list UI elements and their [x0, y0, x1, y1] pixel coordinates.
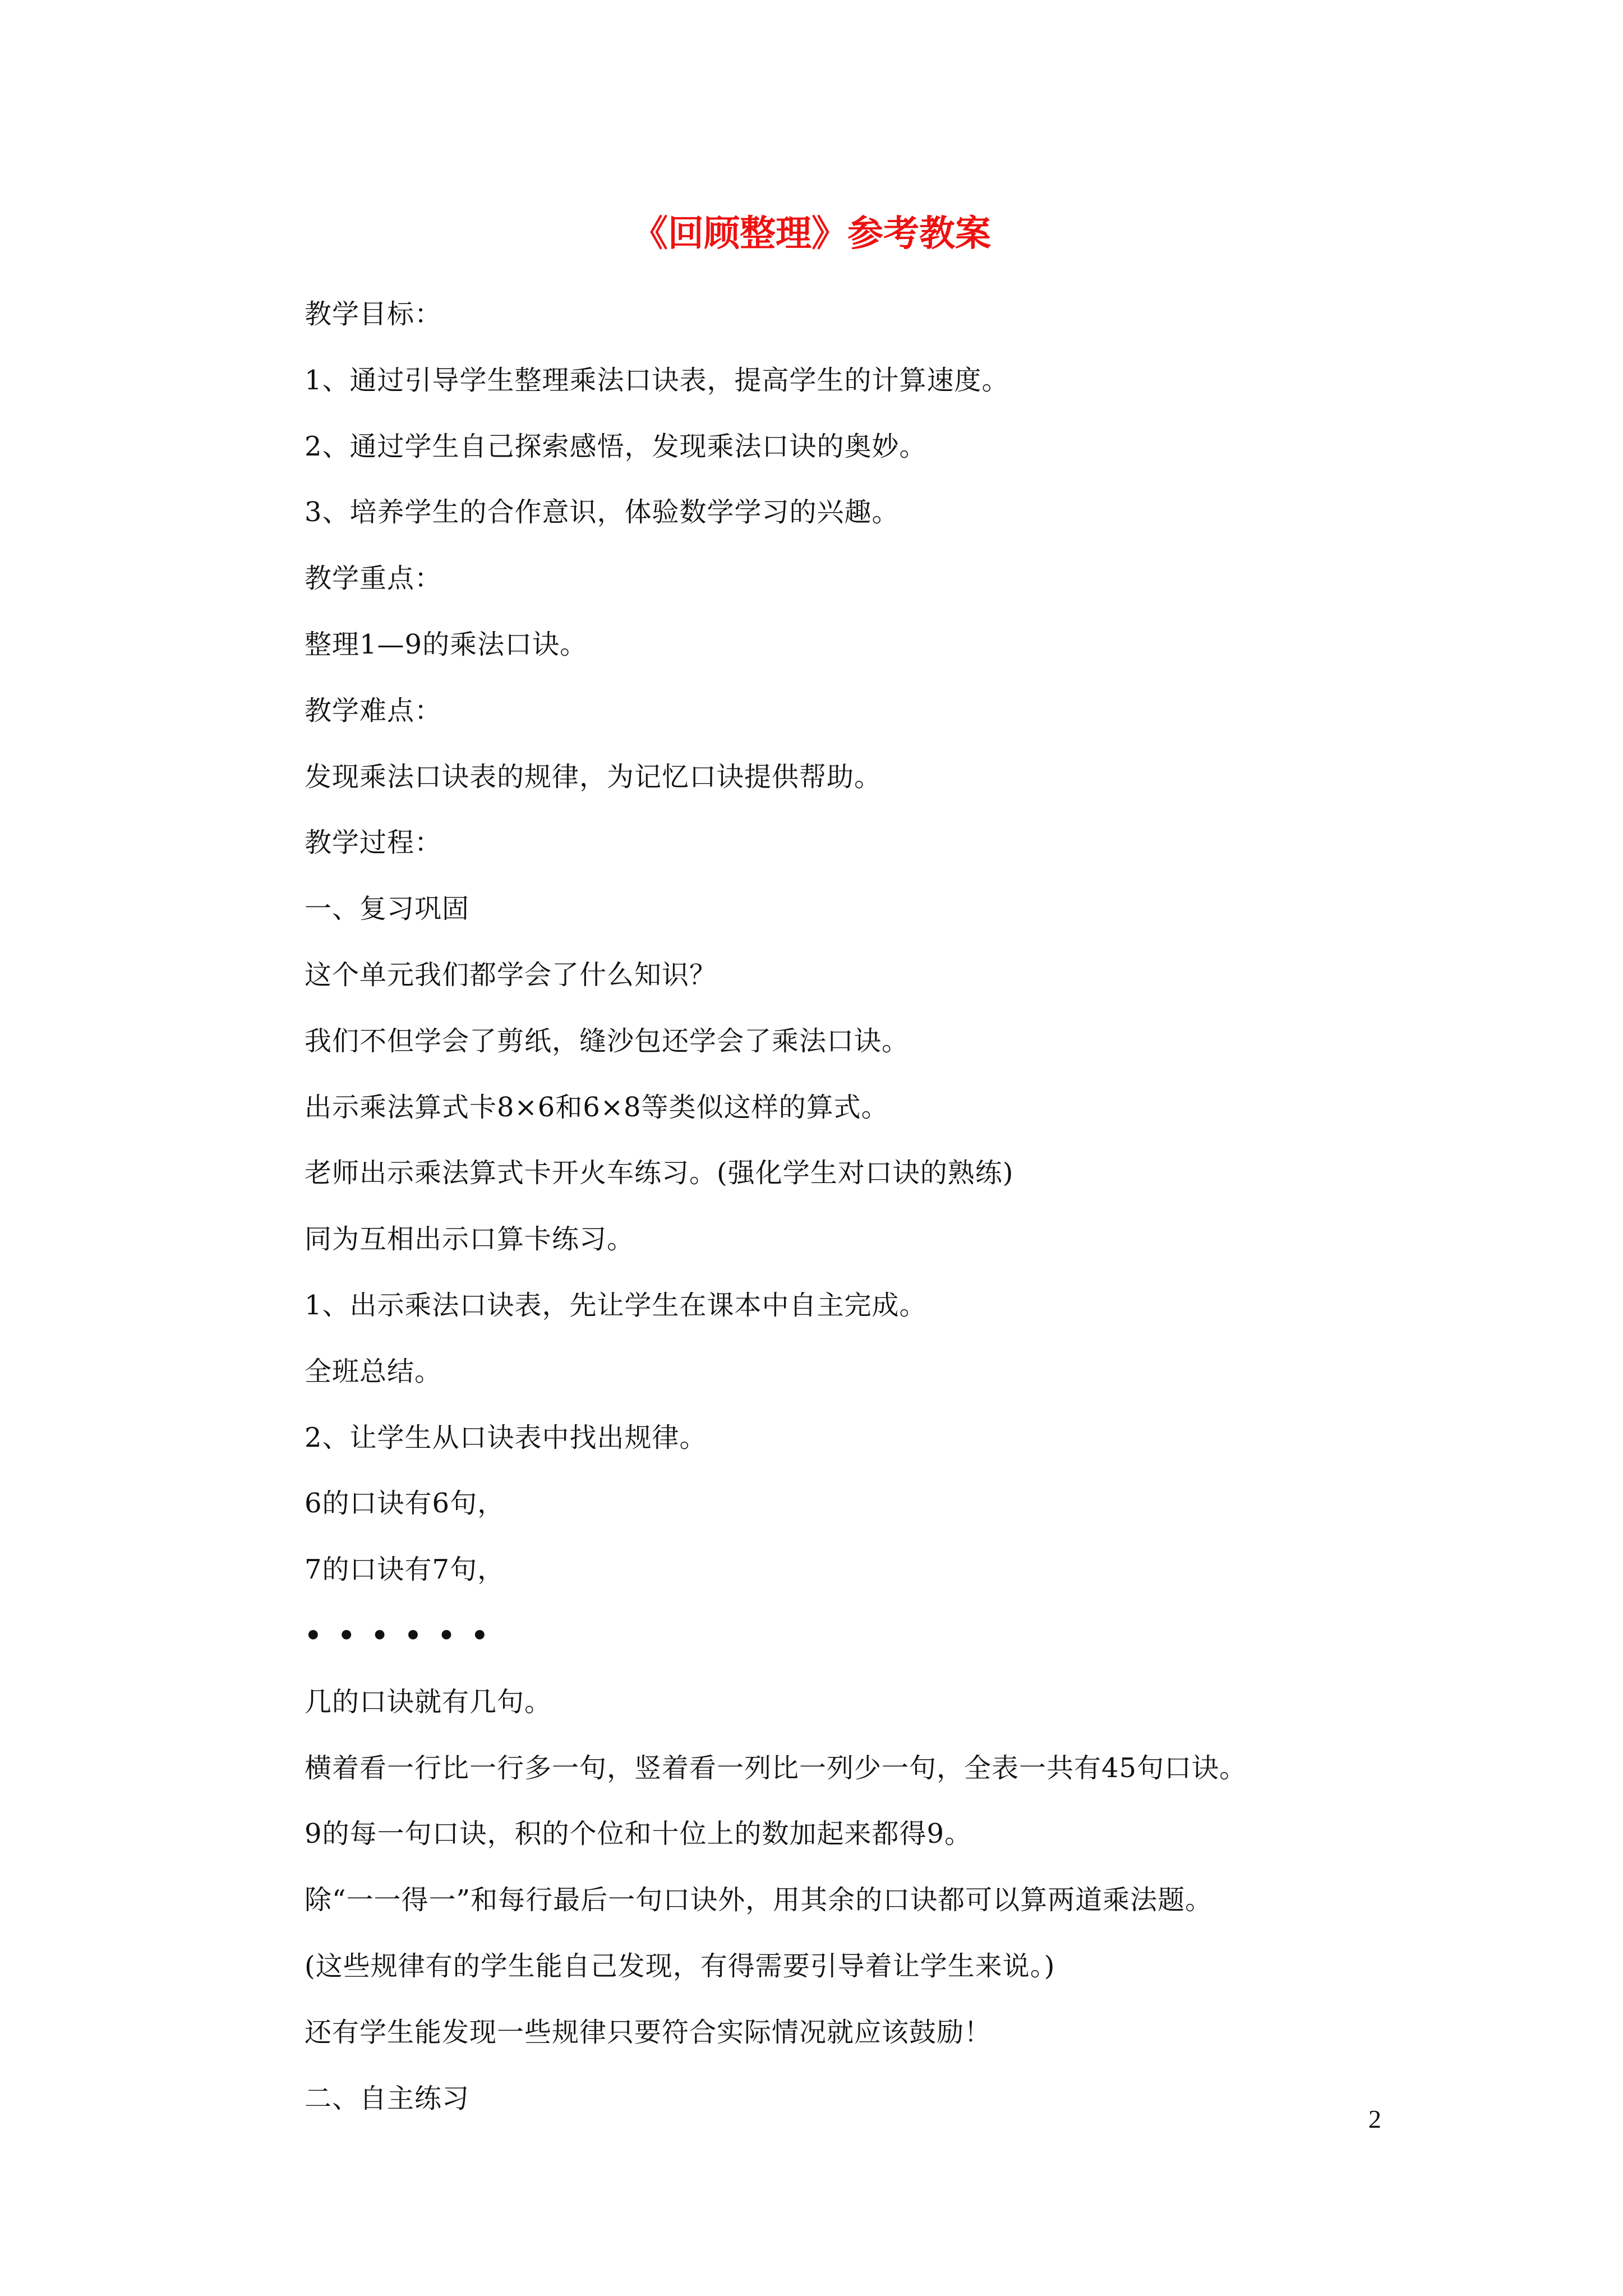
paragraph: 几的口诀就有几句。 [305, 1686, 552, 1718]
paragraph: 这个单元我们都学会了什么知识？ [305, 959, 717, 991]
goal-item-2: 2、通过学生自己探索感悟，发现乘法口诀的奥妙。 [305, 430, 927, 462]
document-body [305, 295, 1482, 2145]
heading-key-points: 教学重点： [305, 563, 442, 595]
difficulty-text: 发现乘法口诀表的规律，为记忆口诀提供帮助。 [305, 761, 882, 793]
paragraph: 2、让学生从口诀表中找出规律。 [305, 1421, 707, 1453]
section-practice: 二、自主练习 [305, 2082, 470, 2114]
document-title: 《回顾整理》参考教案 [632, 213, 991, 255]
goal-item-1: 1、通过引导学生整理乘法口诀表，提高学生的计算速度。 [305, 364, 1009, 396]
paragraph: (这些规律有的学生能自己发现，有得需要引导着让学生来说。) [305, 1950, 1055, 1982]
paragraph: 横着看一行比一行多一句，竖着看一列比一列少一句，全表一共有45句口诀。 [305, 1752, 1247, 1784]
paragraph: 同为互相出示口算卡练习。 [305, 1223, 635, 1255]
paragraph: 7的口诀有7句， [305, 1554, 505, 1586]
paragraph: 6的口诀有6句， [305, 1488, 505, 1520]
paragraph: 全班总结。 [305, 1355, 442, 1387]
page-number: 2 [1368, 2105, 1381, 2133]
paragraph: 1、出示乘法口诀表，先让学生在课本中自主完成。 [305, 1289, 927, 1321]
paragraph: 我们不但学会了剪纸，缝沙包还学会了乘法口诀。 [305, 1025, 910, 1057]
paragraph: 除“一一得一”和每行最后一句口诀外，用其余的口诀都可以算两道乘法题。 [305, 1884, 1213, 1916]
goal-item-3: 3、培养学生的合作意识，体验数学学习的兴趣。 [305, 496, 900, 528]
paragraph: 出示乘法算式卡8×6和6×8等类似这样的算式。 [305, 1091, 889, 1123]
ellipsis-dots: • • • • • • [305, 1619, 492, 1651]
paragraph: 9的每一句口诀，积的个位和十位上的数加起来都得9。 [305, 1818, 972, 1850]
heading-teaching-goals: 教学目标： [305, 298, 442, 330]
paragraph: 老师出示乘法算式卡开火车练习。(强化学生对口诀的熟练) [305, 1157, 1014, 1189]
heading-process: 教学过程： [305, 827, 442, 859]
heading-difficulties: 教学难点： [305, 694, 442, 726]
section-review: 一、复习巩固 [305, 893, 470, 925]
key-point-text: 整理1—9的乘法口诀。 [305, 628, 588, 660]
paragraph: 还有学生能发现一些规律只要符合实际情况就应该鼓励！ [305, 2016, 992, 2048]
